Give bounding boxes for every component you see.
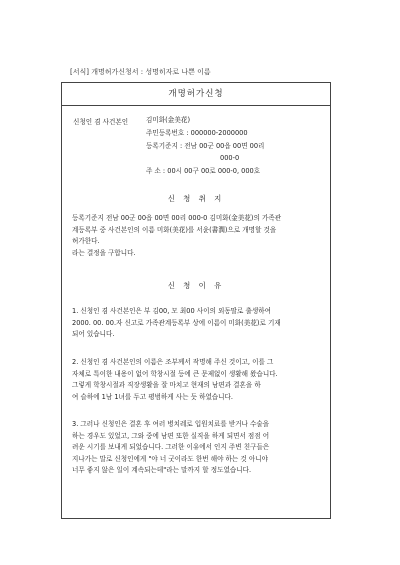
reason-line: 자체로 특이한 내용이 없어 학창시절 등에 큰 문제없이 생활해 왔습니다. — [72, 369, 278, 378]
reason-line: 되어 있습니다. — [72, 330, 115, 339]
purpose-body — [72, 213, 326, 259]
reason-line: 2. 신청인 겸 사건본인의 이름은 조부께서 작명해 주신 것이고, 이를 그 — [72, 358, 274, 366]
purpose-line: 허가한다. — [72, 237, 100, 246]
application-form — [61, 82, 331, 519]
applicant-address: 주 소 : 00시 00구 00로 000-0, 000호 — [146, 167, 261, 175]
applicant-label: 신청인 겸 사건본인 — [73, 118, 129, 126]
applicant-name: 김미화(金美花) — [146, 116, 191, 124]
applicant-rrn: 주민등록번호 : 000000-2000000 — [146, 129, 248, 137]
reason-line: 너무 좋지 않은 일이 계속되는데"라는 말까지 할 정도였습니다. — [72, 466, 252, 475]
purpose-line: 계등록부 중 사건본인의 이름 미화(美花)를 서윤(書潤)으로 개명할 것을 — [72, 225, 277, 234]
purpose-heading: 신 청 취 지 — [167, 194, 225, 203]
applicant-domicile: 등록기준지 : 전남 00군 00읍 00면 00리 — [146, 142, 265, 150]
reason-line: 여 슬하에 1남 1녀를 두고 평범하게 사는 듯 하였습니다. — [72, 392, 234, 401]
reason-line: 1. 신청인 겸 사건본인은 부 김00, 모 최00 사이의 외동딸로 출생하여 — [72, 307, 271, 315]
document-caption: [서식] 개명허가신청서 : 성명히자로 나쁜 이름 — [70, 68, 211, 76]
reasons-heading: 신 청 이 유 — [167, 281, 225, 290]
applicant-domicile-cont: 000-0 — [220, 154, 240, 162]
reason-line: 그렇게 학창시절과 직장생활을 잘 마치고 현재의 남편과 결혼을 하 — [72, 381, 261, 390]
reason-paragraph-2 — [72, 357, 326, 403]
reason-line: 3. 그러나 신청인은 결혼 후 여러 병치레로 입원치료를 받거나 수술을 — [72, 420, 270, 428]
reason-line: 려운 시기를 보내게 되었습니다. 그러한 이유에서 인지 주변 친구들은 — [72, 443, 270, 452]
reason-paragraph-3 — [72, 419, 326, 477]
purpose-line: 등록기준지 전남 00군 00읍 00면 00리 000-0 김미화(金美花)의 가족관 — [72, 214, 282, 222]
reason-paragraph-1 — [72, 306, 326, 341]
form-title: 개명허가신청 — [62, 83, 330, 106]
reason-line: 2000. 00. 00.자 신고로 가족관계등록부 상에 이름이 미화(美花)로 기재 — [72, 318, 281, 327]
reason-line: 하는 경우도 있었고, 그와 중에 남편 또한 실직을 하게 되면서 점점 어 — [72, 431, 270, 440]
purpose-line: 라는 결정을 구합니다. — [72, 248, 136, 257]
reason-line: 지나가는 말로 신청인에게 "야 너 굿이라도 한번 해야 하는 것 아니야 — [72, 454, 268, 463]
